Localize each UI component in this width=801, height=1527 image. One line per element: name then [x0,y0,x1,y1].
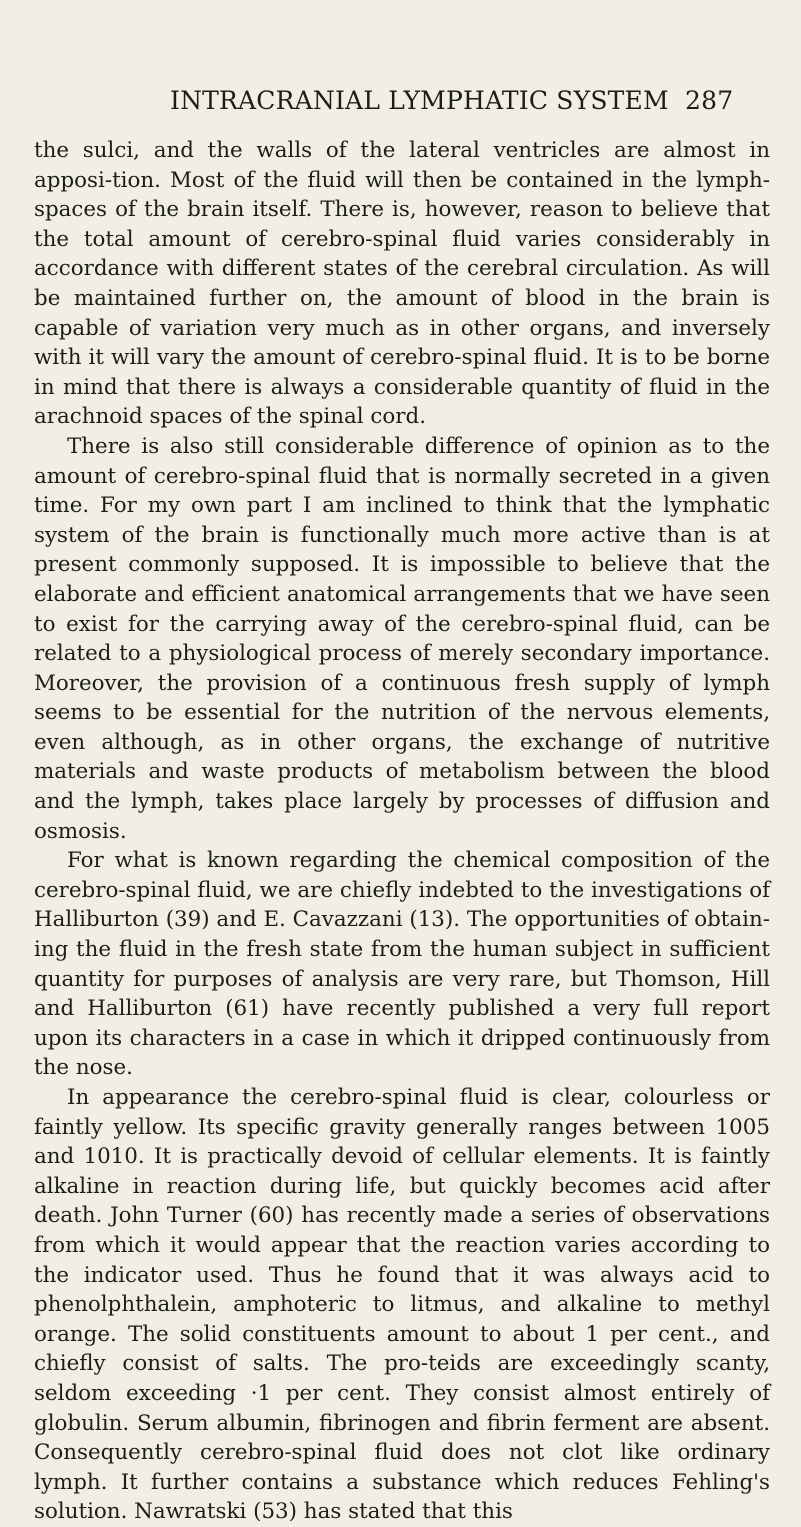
paragraph: In appearance the cerebro-spinal fluid is clear, colourless or faintly yellow. Its specific gravity generally ranges between 1005 and 1010. It is practically devoid of cellular elements. It is faintly alkaline in reaction during life, but quickly becomes acid after death. John Turner (60) has recently made a series of observations from which it would appear that the reaction varies according to the indicator used. Thus he found that it was always acid to phenolphthalein, amphoteric to litmus, and alkaline to methyl orange. The solid constituents amount to about 1 per cent., and chiefly consist of salts. The pro-teids are exceedingly scanty, seldom exceeding ·1 per cent. They consist almost entirely of globulin. Serum albumin, fibrinogen and fibrin ferment are absent. Consequently cerebro-spinal fluid does not clot like ordinary lymph. It further contains a substance which reduces Fehling's solution. Nawratski (53) has stated that this [34,1085,770,1525]
paragraph: There is also still considerable difference of opinion as to the amount of cerebro-spinal fluid that is normally secreted in a given time. For my own part I am inclined to think that the lymphatic system of the brain is functionally much more active than is at present commonly supposed. It is impossible to believe that the elaborate and efficient anatomical arrangements that we have seen to exist for the carrying away of the cerebro-spinal fluid, can be related to a physiological process of merely secondary importance. Moreover, the provision of a continuous fresh supply of lymph seems to be essential for the nutrition of the nervous elements, even although, as in other organs, the exchange of nutritive materials and waste products of metabolism between the blood and the lymph, takes place largely by processes of diffusion and osmosis. [34,433,770,844]
page-number: 287 [685,86,734,115]
paragraph: For what is known regarding the chemical composition of the cerebro-spinal fluid, we are chiefly indebted to the investigations of Halliburton (39) and E. Cavazzani (13). The opportunities of obtain-ing the fluid in the fresh state from the human subject in sufficient quantity for purposes of analysis are very rare, but Thomson, Hill and Halliburton (61) have recently published a very full report upon its characters in a case in which it dripped continuously from the nose. [34,848,770,1081]
paragraph: the sulci, and the walls of the lateral ventricles are almost in apposi-tion. Most of the fluid will then be contained in the lymph-spaces of the brain itself. There is, however, reason to believe that the total amount of cerebro-spinal fluid varies considerably in accordance with different states of the cerebral circulation. As will be maintained further on, the amount of blood in the brain is capable of variation very much as in other organs, and inversely with it will vary the amount of cerebro-spinal fluid. It is to be borne in mind that there is always a considerable quantity of fluid in the arachnoid spaces of the spinal cord. [34,138,770,430]
body-text [34,136,770,1527]
chapter-title: INTRACRANIAL LYMPHATIC SYSTEM [170,86,669,115]
running-header [170,86,734,115]
